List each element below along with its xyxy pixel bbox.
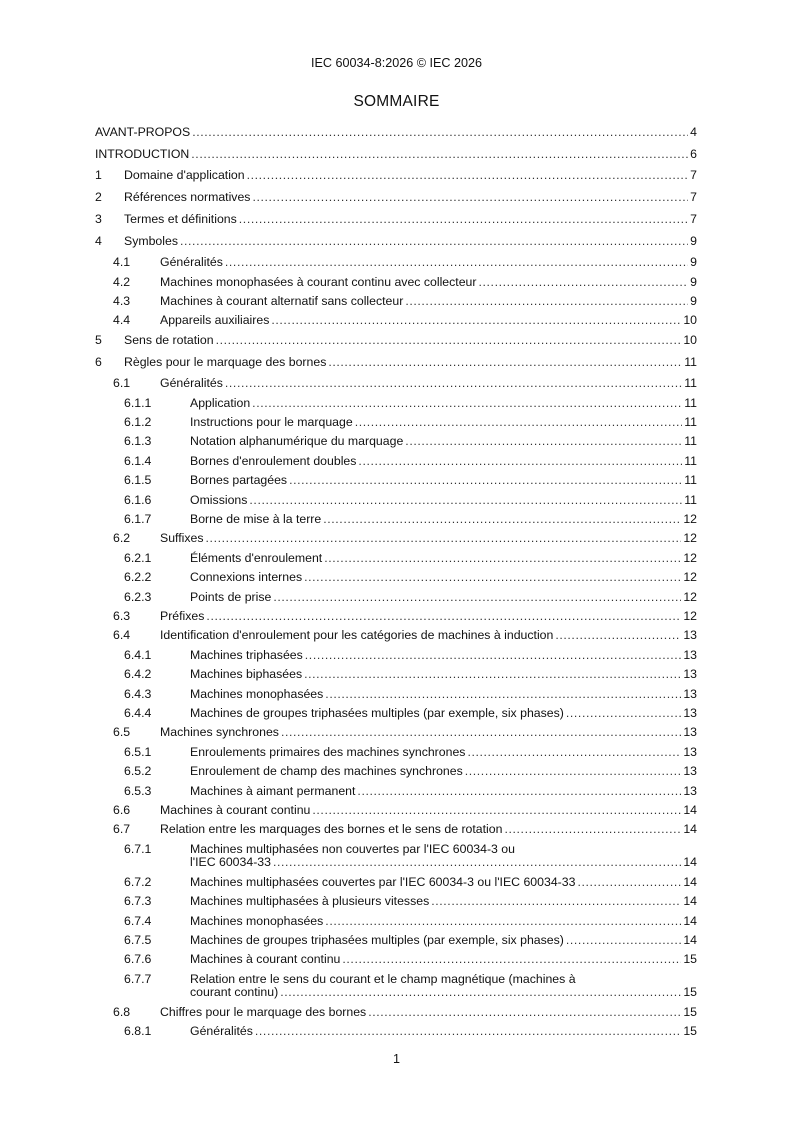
dot-leader	[304, 570, 681, 584]
dot-leader	[239, 212, 688, 226]
toc-entry-number: 6.1.2	[124, 415, 152, 429]
toc-entry-page: 15	[683, 952, 697, 967]
toc-entry-page: 12	[683, 550, 697, 565]
toc-entry-title: Relation entre le sens du courant et le champ magnétique (machines à	[190, 971, 576, 986]
toc-entry-page: 12	[683, 531, 697, 546]
toc-entry-page: 7	[690, 190, 697, 205]
dot-leader	[255, 1024, 681, 1038]
toc-entry-title: Machines biphasées	[190, 667, 303, 682]
dot-leader	[281, 725, 681, 739]
toc-entry-number: 6	[95, 354, 102, 369]
toc-entry-number: 6.2.1	[124, 550, 152, 565]
dot-leader	[304, 667, 681, 681]
toc-entry-number: 6.5	[113, 725, 131, 740]
dot-leader	[323, 512, 681, 526]
toc-entry-title: Machines monophasées	[190, 686, 324, 701]
toc-entry-title: Omissions	[190, 492, 248, 507]
toc-entry-page: 14	[683, 894, 697, 909]
toc-entry-page: 11	[684, 453, 697, 468]
toc-entry-page: 13	[683, 706, 697, 720]
toc-entry-page: 11	[684, 415, 697, 429]
toc-entry-page: 10	[683, 332, 697, 347]
toc-entry-number: 6.7.3	[124, 894, 152, 909]
toc-entry-title: Machines multiphasées couvertes par l'IEC 60034-3 ou l'IEC 60034-33	[190, 874, 576, 889]
dot-leader	[465, 764, 682, 778]
toc-entry-title: Connexions internes	[190, 570, 303, 585]
toc-entry-number: 4.1	[113, 255, 131, 270]
toc-entry-page: 11	[684, 376, 697, 391]
toc-entry-title: Application	[190, 395, 251, 410]
toc-entry-title: Enroulement de champ des machines synchrones	[190, 764, 463, 779]
toc-entry-page: 7	[690, 211, 697, 226]
dot-leader	[358, 454, 682, 468]
toc-entry-title: AVANT-PROPOS	[95, 125, 191, 139]
toc-entry-title: Bornes d'enroulement doubles	[190, 453, 357, 468]
dot-leader	[504, 822, 681, 836]
toc-entry-page: 13	[683, 686, 697, 701]
toc-entry-number: 6.7.4	[124, 913, 152, 928]
toc-entry-page: 6	[690, 146, 697, 161]
dot-leader	[357, 784, 681, 798]
toc-entry-title: Instructions pour le marquage	[190, 415, 353, 429]
dot-leader	[280, 985, 681, 999]
toc-entry-number: 6.7.2	[124, 874, 152, 889]
toc-entry-page: 11	[684, 492, 697, 507]
toc-entry-number: 6.7	[113, 822, 131, 837]
toc-entry-number: 6.1.6	[124, 492, 152, 507]
toc-entry-number: 6.4.1	[124, 647, 152, 662]
dot-leader	[555, 628, 681, 642]
toc-entry-number: 6.2.2	[124, 570, 152, 585]
toc-entry-title: Règles pour le marquage des bornes	[124, 354, 327, 369]
toc-entry-page: 12	[683, 609, 697, 623]
toc-entry-number: 6.2.3	[124, 589, 152, 604]
toc-entry-number: 6.8.1	[124, 1024, 152, 1038]
toc-entry-number: 6.8	[113, 1004, 131, 1019]
toc-entry-title: Généralités	[160, 255, 223, 270]
toc-entry-title: Bornes partagées	[190, 473, 288, 488]
toc-entry-page: 15	[683, 1004, 697, 1019]
toc-entry-title: Machines à courant continu	[160, 803, 311, 817]
toc-entry-title: Points de prise	[190, 589, 272, 604]
toc-entry-page: 14	[683, 913, 697, 928]
toc-entry-number: 6.1.5	[124, 473, 152, 488]
toc-entry-title: Identification d'enroulement pour les catégories de machines à induction	[160, 628, 554, 643]
toc-entry-page: 13	[683, 667, 697, 682]
dot-leader	[252, 190, 688, 204]
toc-entry-page: 11	[684, 473, 697, 488]
dot-leader	[305, 648, 682, 662]
toc-entry-page: 13	[683, 647, 697, 662]
toc-entry-page: 15	[683, 1024, 697, 1038]
toc-entry-number: 2	[95, 190, 102, 205]
toc-entry-page: 9	[690, 274, 697, 289]
toc-entry-title-continued: courant continu)	[190, 985, 279, 1000]
toc-entry-page: 13	[683, 744, 697, 759]
dot-leader	[249, 493, 682, 507]
dot-leader	[342, 952, 681, 966]
toc-entry-number: 6.1.4	[124, 453, 152, 468]
dot-leader	[192, 125, 688, 139]
dot-leader	[405, 294, 688, 308]
dot-leader	[273, 590, 681, 604]
toc-entry-page: 13	[683, 628, 697, 643]
toc-entry-title: Machines monophasées à courant continu avec collecteur	[160, 274, 477, 289]
toc-entry-title: Appareils auxiliaires	[160, 313, 270, 328]
dot-leader	[206, 531, 682, 545]
toc-entry-number: 6.7.7	[124, 971, 152, 986]
toc-entry-title: Références normatives	[124, 190, 251, 205]
toc-entry-title: Machines triphasées	[190, 647, 303, 662]
toc-entry-title: Sens de rotation	[124, 332, 214, 347]
dot-leader	[216, 333, 682, 347]
dot-leader	[247, 168, 689, 182]
toc-entry-title: Machines multiphasées non couvertes par l'IEC 60034-3 ou	[190, 841, 515, 856]
toc-entry-number: 6.1.1	[124, 395, 152, 410]
dot-leader	[467, 745, 681, 759]
toc-entry-number: 3	[95, 211, 102, 226]
toc-entry-page: 11	[684, 434, 697, 449]
toc-entry-title: Borne de mise à la terre	[190, 512, 322, 526]
toc-entry-title: Domaine d'application	[124, 168, 245, 183]
dot-leader	[325, 914, 681, 928]
dot-leader	[225, 255, 688, 269]
toc-entry-page: 10	[683, 313, 697, 328]
toc-entry-number: 6.2	[113, 531, 131, 546]
toc-entry-page: 11	[684, 395, 697, 410]
toc-entry-title-continued: l'IEC 60034-33	[190, 855, 271, 870]
dot-leader	[180, 234, 688, 248]
toc-entry-page: 13	[683, 725, 697, 740]
toc-entry-number: 6.5.3	[124, 783, 152, 798]
toc-entry-number: 6.7.5	[124, 932, 152, 947]
toc-entry-title: Éléments d'enroulement	[190, 550, 323, 565]
toc-entry-number: 6.4	[113, 628, 131, 643]
toc-entry-title: Machines à aimant permanent	[190, 783, 356, 798]
toc-entry-title: Machines à courant continu	[190, 952, 341, 967]
page-header: IEC 60034-8:2026 © IEC 2026	[310, 56, 482, 70]
toc-entry-title: Suffixes	[160, 531, 204, 546]
toc-entry-number: 4	[95, 233, 102, 248]
toc-entry-title: Symboles	[124, 233, 178, 248]
dot-leader	[405, 434, 682, 448]
dot-leader	[577, 875, 681, 889]
toc-entry-title: Relation entre les marquages des bornes et le sens de rotation	[160, 822, 503, 837]
toc-entry-number: 6.4.2	[124, 667, 152, 682]
toc-entry-page: 14	[683, 855, 697, 870]
toc-entry-title: Préfixes	[160, 609, 205, 623]
dot-leader	[206, 609, 681, 623]
toc-entry-page: 9	[690, 233, 697, 248]
dot-leader	[479, 275, 689, 289]
dot-leader	[355, 415, 683, 429]
dot-leader	[271, 313, 681, 327]
toc-entry-page: 14	[683, 822, 697, 837]
toc-entry-title: Généralités	[160, 376, 223, 391]
dot-leader	[566, 706, 681, 720]
toc-entry-title: Machines de groupes triphasées multiples (par exemple, six phases)	[190, 706, 564, 720]
toc-entry-title: Machines de groupes triphasées multiples (par exemple, six phases)	[190, 932, 564, 947]
toc-entry-page: 7	[690, 168, 697, 183]
toc-entry-title: Machines synchrones	[160, 725, 279, 740]
dot-leader	[324, 551, 681, 565]
toc-entry-page: 15	[683, 985, 697, 1000]
toc-entry-title: Notation alphanumérique du marquage	[190, 434, 404, 449]
toc-entry-page: 9	[690, 255, 697, 270]
toc-entry-page: 13	[683, 764, 697, 779]
page-title: SOMMAIRE	[353, 93, 440, 110]
toc-entry-number: 6.1.3	[124, 434, 152, 449]
toc-entry-page: 12	[683, 512, 697, 526]
toc-entry-title: Généralités	[190, 1024, 253, 1038]
dot-leader	[312, 803, 681, 817]
toc-entry-number: 4.4	[113, 313, 131, 328]
toc-entry-title: INTRODUCTION	[95, 146, 190, 161]
toc-entry-page: 14	[683, 874, 697, 889]
toc-entry-page: 9	[690, 294, 697, 308]
toc-entry-page: 11	[684, 354, 697, 369]
toc-entry-page: 14	[683, 932, 697, 947]
dot-leader	[328, 355, 682, 369]
toc-entry-number: 4.2	[113, 274, 131, 289]
toc-entry-title: Enroulements primaires des machines synchrones	[190, 744, 466, 759]
toc-entry-number: 5	[95, 332, 102, 347]
toc-entry-number: 6.7.6	[124, 952, 152, 967]
toc-entry-number: 6.1.7	[124, 512, 152, 526]
dot-leader	[566, 933, 681, 947]
dot-leader	[191, 147, 688, 161]
toc-entry-number: 6.4.3	[124, 686, 152, 701]
toc-entry-number: 6.3	[113, 609, 131, 623]
toc-entry-number: 6.6	[113, 803, 131, 817]
toc-entry-page: 13	[683, 783, 697, 798]
toc-entry-title: Machines à courant alternatif sans collecteur	[160, 294, 404, 308]
dot-leader	[325, 687, 681, 701]
dot-leader	[289, 473, 682, 487]
toc-entry-page: 14	[683, 803, 697, 817]
dot-leader	[225, 376, 682, 390]
dot-leader	[252, 396, 682, 410]
dot-leader	[368, 1005, 681, 1019]
toc-entry-number: 6.7.1	[124, 841, 152, 856]
toc-entry-number: 4.3	[113, 294, 131, 308]
toc-entry-number: 6.5.1	[124, 744, 152, 759]
toc-entry-number: 6.1	[113, 376, 131, 391]
toc-entry-page: 12	[683, 589, 697, 604]
toc-entry-page: 4	[690, 125, 697, 139]
toc-entry-number: 6.5.2	[124, 764, 152, 779]
toc-entry-title: Chiffres pour le marquage des bornes	[160, 1004, 367, 1019]
toc-entry-number: 1	[95, 168, 102, 183]
dot-leader	[273, 855, 681, 869]
page-number: 1	[392, 1052, 400, 1066]
toc-entry-title: Machines monophasées	[190, 913, 324, 928]
toc-entry-number: 6.4.4	[124, 706, 152, 720]
toc-entry-title: Machines multiphasées à plusieurs vitesses	[190, 894, 430, 909]
dot-leader	[431, 894, 681, 908]
toc-entry-title: Termes et définitions	[124, 211, 237, 226]
toc-entry-page: 12	[683, 570, 697, 585]
